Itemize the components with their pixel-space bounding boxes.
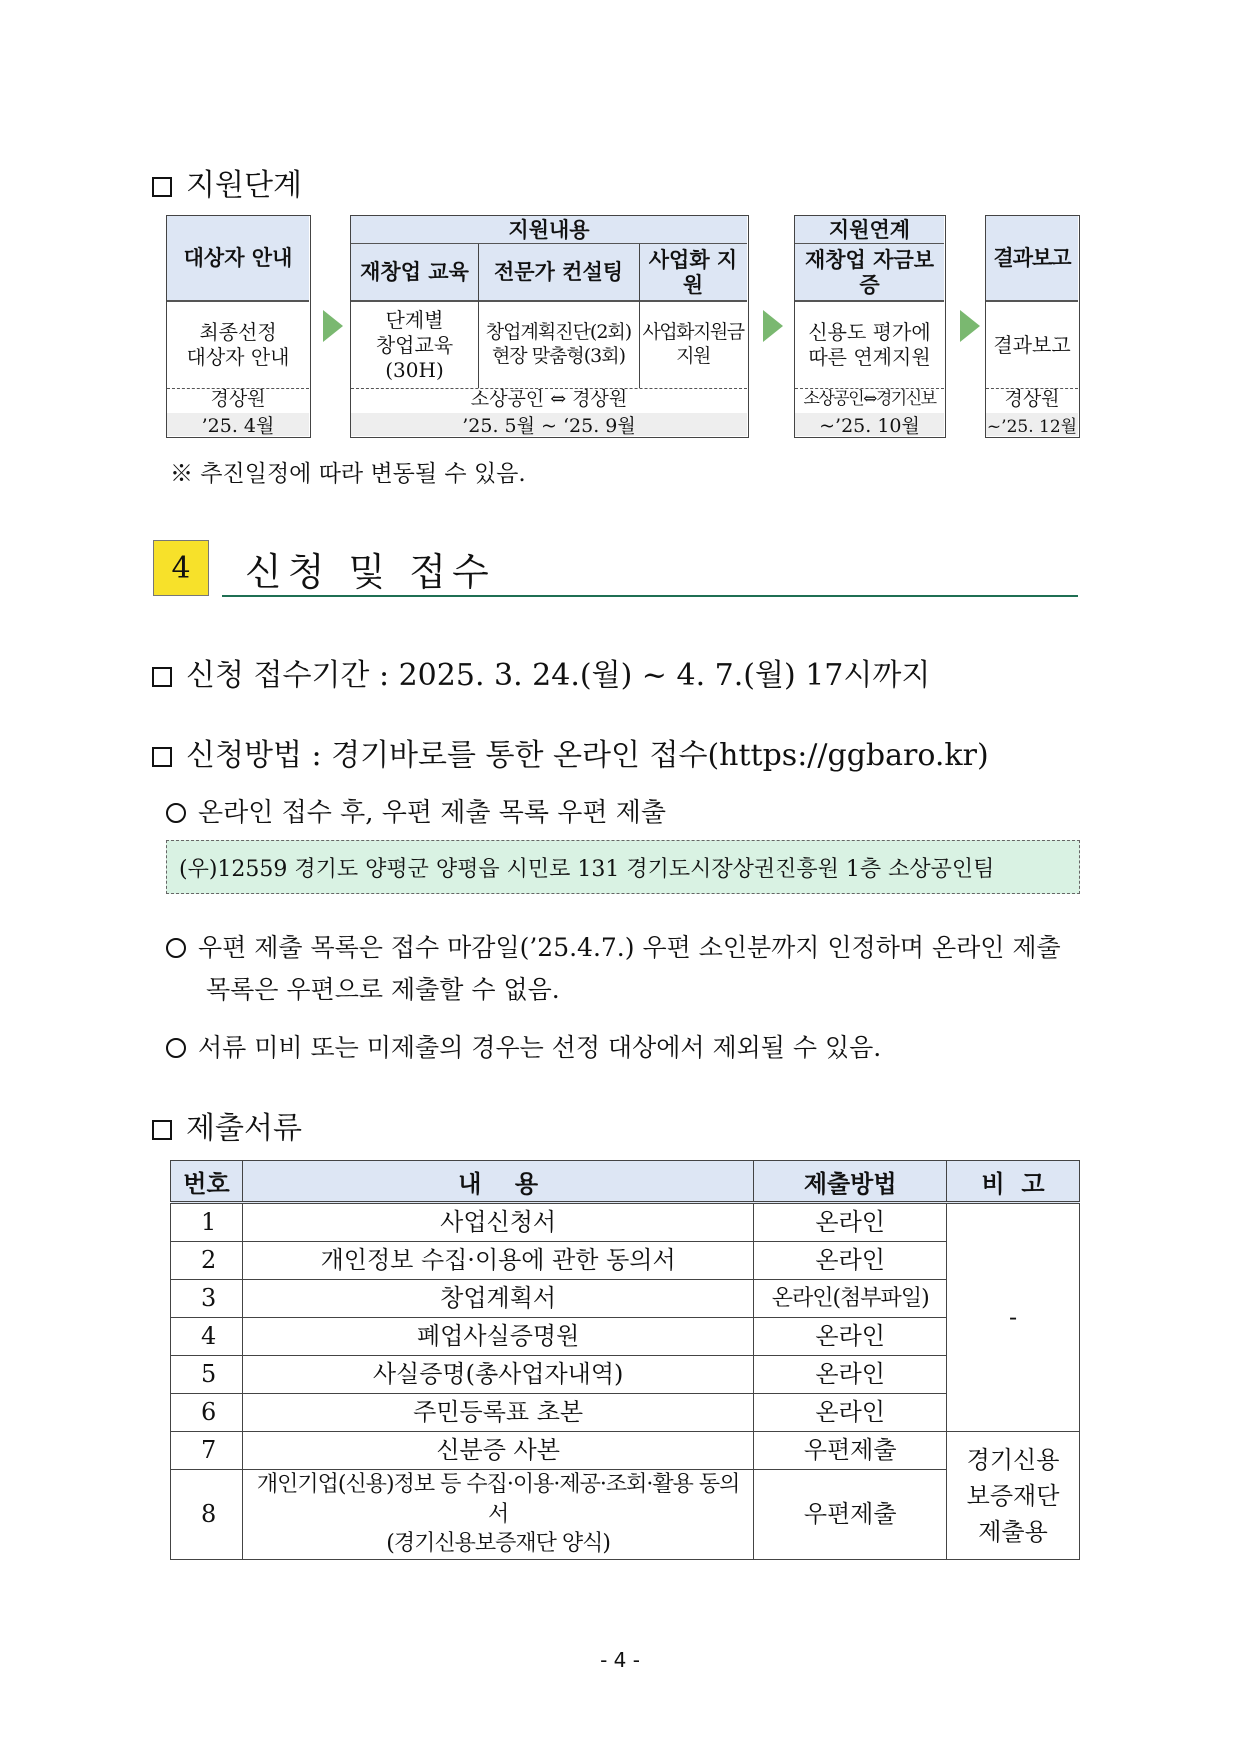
checkbox-square-icon (152, 177, 172, 197)
stage-4-header: 결과보고 (986, 216, 1078, 302)
stage-2-sub3-header: 사업화 지원 (639, 244, 747, 302)
page-number: - 4 - (600, 1648, 640, 1672)
section-title: 신청 및 접수 (245, 550, 495, 594)
col-header-note: 비 고 (947, 1161, 1080, 1203)
stage-3-subheader: 재창업 자금보증 (795, 244, 944, 302)
application-method: 신청방법 : 경기바로를 통한 온라인 접수(https://ggbaro.kr) (152, 730, 989, 774)
arrow-right-icon (763, 310, 783, 342)
stage-1-body: 최종선정 대상자 안내 (186, 320, 290, 369)
note-mail-docs: 경기신용 보증재단 제출용 (947, 1432, 1080, 1560)
checkbox-square-icon (152, 1120, 172, 1140)
bullet-missing-documents: 서류 미비 또는 미제출의 경우는 선정 대상에서 제외될 수 있음. (166, 1028, 881, 1064)
stage-2-sub3-body: 사업화지원금 지원 (642, 321, 744, 367)
circle-bullet-icon (166, 803, 186, 823)
stage-2-org: 소상공인 ⇔ 경상원 (470, 388, 628, 411)
table-row: 5 사실증명(총사업자내역) 온라인 (171, 1356, 1080, 1394)
stage-2-sub1-body: 단계별 창업교육 (30H) (375, 307, 454, 382)
stage-4-body: 결과보고 (993, 332, 1071, 357)
table-row: 6 주민등록표 초본 온라인 (171, 1394, 1080, 1432)
steps-heading: 지원단계 (152, 160, 302, 204)
stage-3-box (794, 215, 946, 438)
stage-1-date: ’25. 4월 (167, 413, 309, 436)
circle-bullet-icon (166, 1038, 186, 1058)
schedule-note: ※ 추진일정에 따라 변동될 수 있음. (170, 461, 526, 487)
stage-3-org: 소상공인⇔경기신보 (803, 389, 936, 410)
stage-1-org: 경상원 (210, 388, 266, 411)
stage-4-box (985, 215, 1080, 438)
table-header-row (171, 1161, 1080, 1203)
stage-1-box (166, 215, 311, 438)
table-row: 1 사업신청서 온라인 - (171, 1203, 1080, 1242)
docs-heading: 제출서류 (152, 1103, 302, 1147)
stage-3-body: 신용도 평가에 따른 연계지원 (808, 320, 931, 369)
table-row: 4 폐업사실증명원 온라인 (171, 1318, 1080, 1356)
stage-2-header: 지원내용 (351, 216, 747, 244)
stage-2-box (350, 215, 749, 438)
stage-1-header: 대상자 안내 (167, 216, 309, 302)
bullet-online-then-mail: 온라인 접수 후, 우편 제출 목록 우편 제출 (166, 792, 666, 829)
stage-2-sub1-header: 재창업 교육 (351, 244, 478, 302)
documents-table (170, 1160, 1080, 1560)
col-header-method: 제출방법 (754, 1161, 947, 1203)
stage-2-sub2-body: 창업계획진단(2회) 현장 맞춤형(3회) (485, 321, 632, 367)
circle-bullet-icon (166, 938, 186, 958)
table-row: 3 창업계획서 온라인(첨부파일) (171, 1280, 1080, 1318)
col-header-number: 번호 (171, 1161, 243, 1203)
mailing-address-box: (우)12559 경기도 양평군 양평읍 시민로 131 경기도시장상권진흥원 1층 소상공인팀 (166, 840, 1080, 894)
note-online-docs: - (947, 1203, 1080, 1432)
stage-3-header: 지원연계 (795, 216, 944, 244)
application-period: 신청 접수기간 : 2025. 3. 24.(월) ~ 4. 7.(월) 17시까지 (152, 650, 930, 694)
stage-3-date: ~’25. 10월 (795, 413, 944, 436)
bullet-mail-deadline: 우편 제출 목록은 접수 마감일(’25.4.7.) 우편 소인분까지 인정하며 온라인 제출 (166, 928, 1061, 964)
bullet-mail-deadline-cont: 목록은 우편으로 제출할 수 없음. (206, 975, 560, 1004)
table-row: 2 개인정보 수집·이용에 관한 동의서 온라인 (171, 1242, 1080, 1280)
table-row: 7 신분증 사본 우편제출 경기신용 보증재단 제출용 (171, 1432, 1080, 1470)
section-rule (222, 595, 1078, 597)
stage-4-date: ~’25. 12월 (986, 413, 1078, 436)
section-number-badge: 4 (153, 540, 209, 596)
col-header-content: 내 용 (242, 1161, 753, 1203)
arrow-right-icon (323, 310, 343, 342)
checkbox-square-icon (152, 667, 172, 687)
checkbox-square-icon (152, 747, 172, 767)
arrow-right-icon (960, 310, 980, 342)
stage-4-org: 경상원 (1004, 388, 1060, 411)
stage-2-sub2-header: 전문가 컨설팅 (478, 244, 639, 302)
table-row: 8 개인기업(신용)정보 등 수집·이용·제공·조회·활용 동의서 (경기신용보증재단 양식) 우편제출 (171, 1470, 1080, 1560)
stage-2-date: ’25. 5월 ~ ‘25. 9월 (351, 413, 747, 436)
